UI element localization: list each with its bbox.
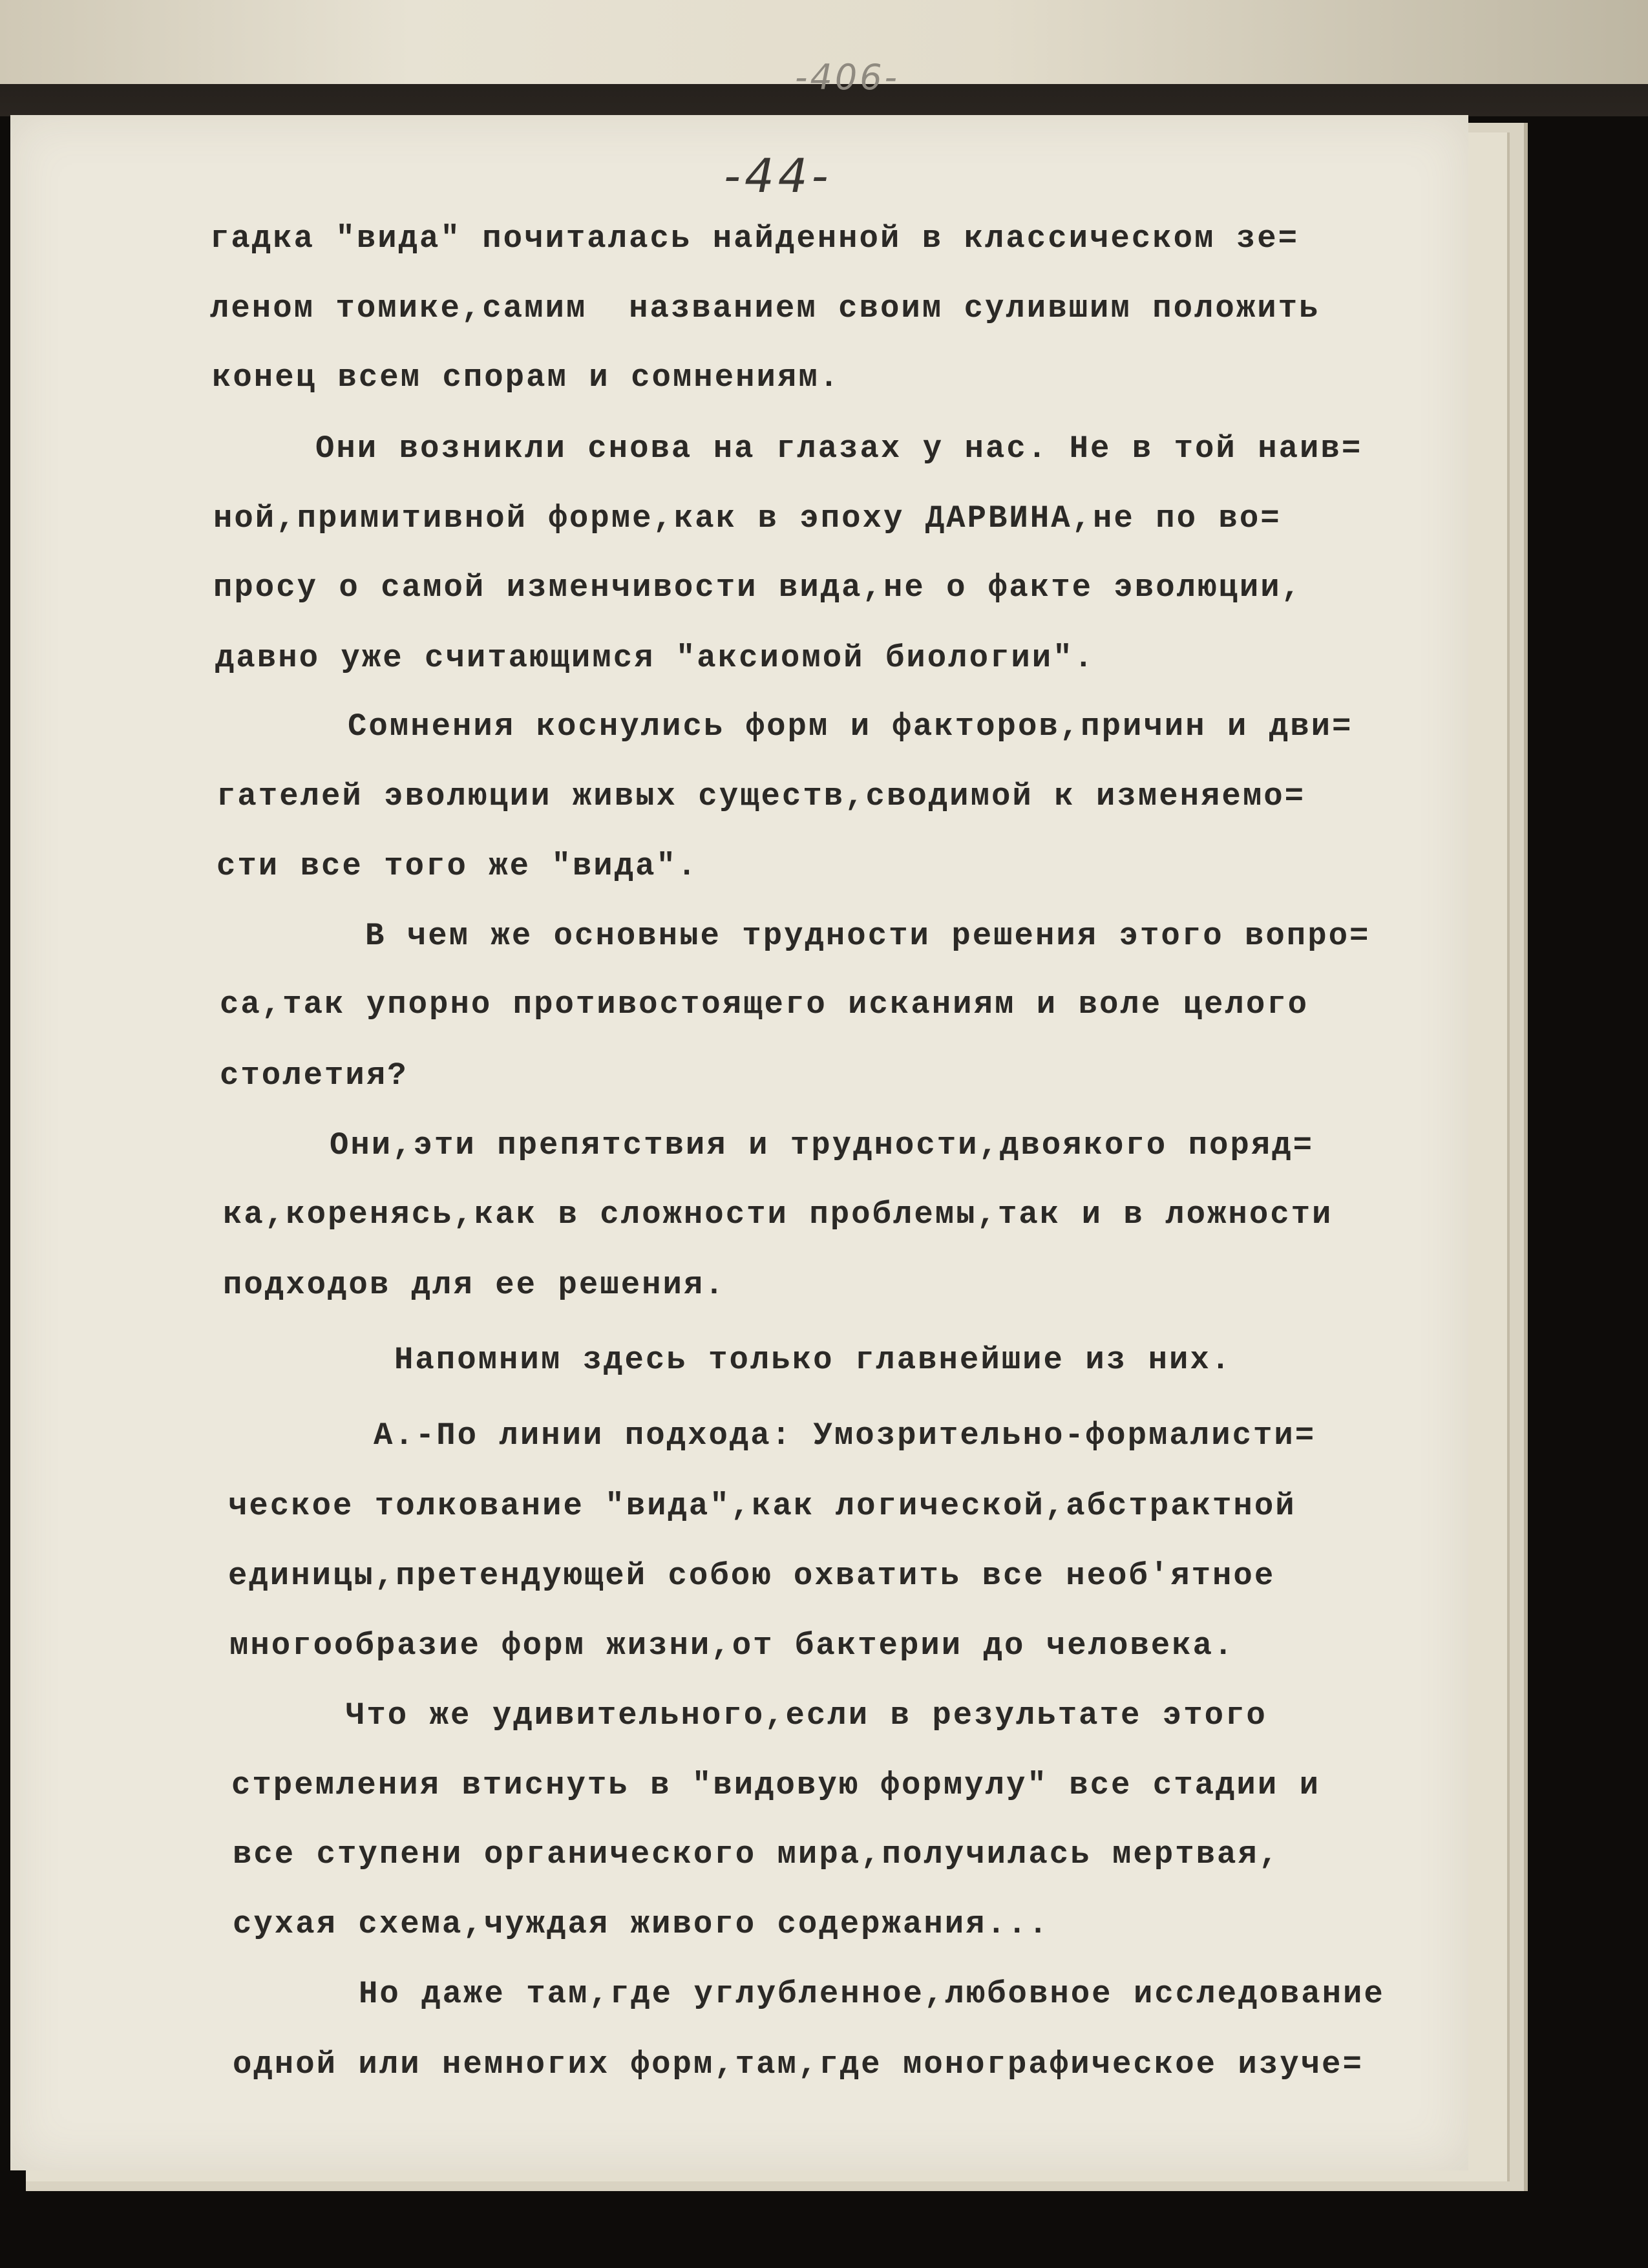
text-line: давно уже считающимся "аксиомой биологии".: [215, 640, 1095, 676]
text-line: Что же удивительного,если в результате этого: [346, 1697, 1267, 1733]
text-line: ной,примитивной форме,как в эпоху ДАРВИНА,не по во=: [213, 500, 1282, 536]
text-line: конец всем спорам и сомнениям.: [212, 359, 841, 396]
text-line: Но даже там,где углубленное,любовное исследование: [359, 1976, 1385, 2012]
text-line: В чем же основные трудности решения этого вопро=: [365, 918, 1371, 954]
previous-sheet-edge: [0, 0, 1648, 98]
text-line: гадка "вида" почиталась найденной в классическом зе=: [210, 220, 1300, 257]
text-line: многообразие форм жизни,от бактерии до человека.: [229, 1627, 1235, 1664]
text-line: Они,эти препятствия и трудности,двоякого поряд=: [330, 1127, 1315, 1163]
text-line: са,так упорно противостоящего исканиям и воле целого: [220, 986, 1309, 1023]
text-line: леном томике,самим названием своим сулившим положить: [210, 290, 1320, 326]
text-line: А.-По линии подхода: Умозрительно-формалисти=: [374, 1417, 1316, 1454]
text-line: подходов для ее решения.: [223, 1267, 726, 1303]
text-line: Сомнения коснулись форм и факторов,причин и дви=: [348, 708, 1353, 745]
text-line: единицы,претендующей собою охватить все необ'ятное: [228, 1558, 1276, 1594]
text-line: сти все того же "вида".: [217, 848, 699, 884]
text-line: стремления втиснуть в "видовую формулу" все стадии и: [231, 1767, 1321, 1803]
text-line: одной или немногих форм,там,где монографическое изуче=: [233, 2046, 1364, 2083]
text-line: столетия?: [220, 1057, 408, 1094]
text-line: Они возникли снова на глазах у нас. Не в той наив=: [315, 430, 1363, 467]
text-line: все ступени органического мира,получилась мертвая,: [233, 1836, 1280, 1872]
text-line: просу о самой изменчивости вида,не о факте эволюции,: [213, 569, 1303, 606]
text-line: ческое толкование "вида",как логической,абстрактной: [228, 1488, 1296, 1524]
text-line: Напомним здесь только главнейшие из них.: [394, 1342, 1232, 1378]
text-line: гателей эволюции живых существ,сводимой к изменяемо=: [217, 778, 1306, 814]
page-number: -44-: [724, 149, 832, 203]
text-line: сухая схема,чуждая живого содержания...: [233, 1906, 1050, 1942]
archive-page-number: -406-: [795, 57, 900, 98]
text-line: ка,коренясь,как в сложности проблемы,так и в ложности: [223, 1196, 1333, 1233]
